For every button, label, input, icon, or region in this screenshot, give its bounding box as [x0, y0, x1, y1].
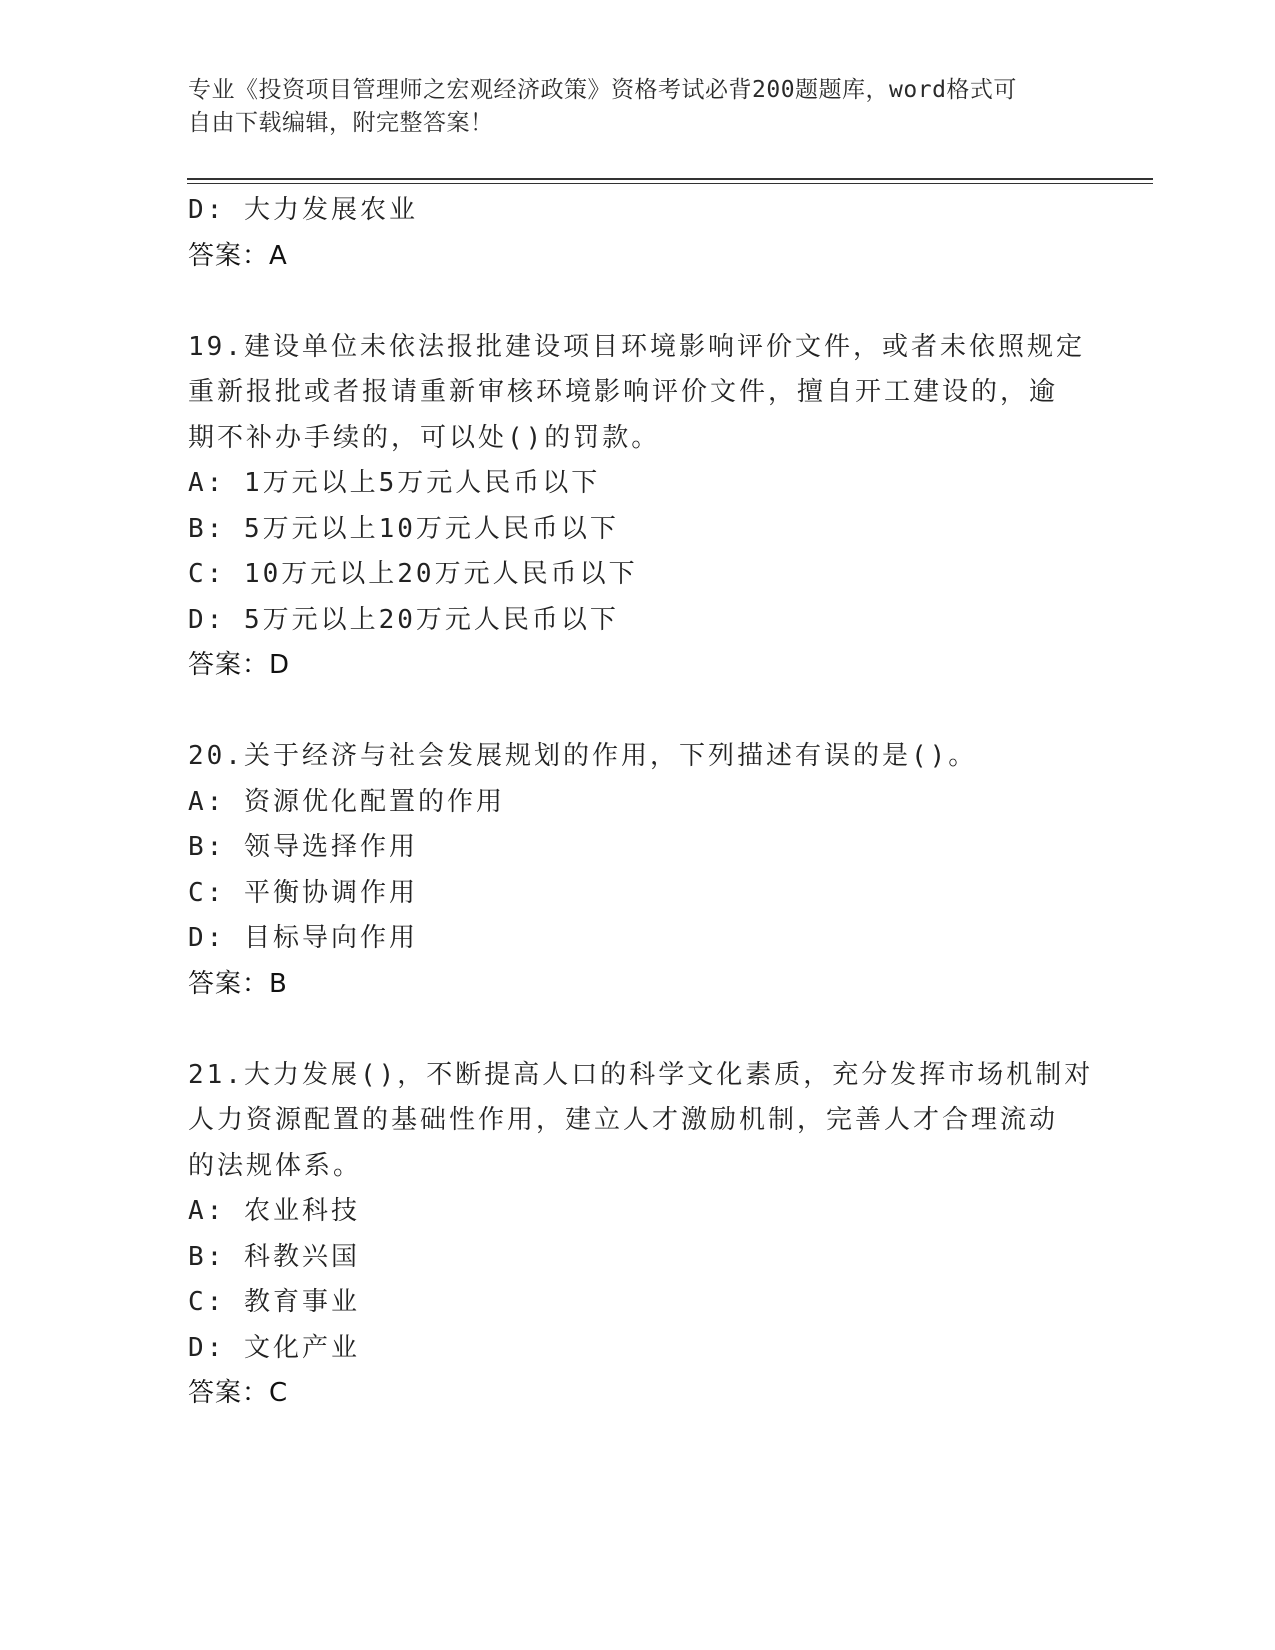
prev-option-d: D: 大力发展农业 — [188, 195, 418, 225]
option-b: B: 领导选择作用 — [188, 832, 418, 862]
option-d: D: 5万元以上20万元人民币以下 — [188, 604, 619, 635]
question-text-line: 20.关于经济与社会发展规划的作用，下列描述有误的是()。 — [188, 741, 978, 771]
option-d: D: 目标导向作用 — [188, 923, 418, 953]
header-divider — [187, 178, 1153, 180]
option-c: C: 平衡协调作用 — [188, 877, 418, 908]
question-19 — [188, 325, 1088, 689]
option-b: B: 科教兴国 — [188, 1241, 360, 1272]
option-b: B: 5万元以上10万元人民币以下 — [188, 513, 619, 544]
question-text-line: 人力资源配置的基础性作用，建立人才激励机制，完善人才合理流动 — [188, 1105, 1059, 1135]
question-text-line: 21.大力发展()，不断提高人口的科学文化素质，充分发挥市场机制对 — [188, 1059, 1094, 1090]
question-21 — [188, 1053, 1094, 1417]
option-c: C: 教育事业 — [188, 1287, 360, 1317]
document-body — [188, 188, 1094, 1417]
option-a: A: 农业科技 — [188, 1196, 360, 1226]
option-a: A: 1万元以上5万元人民币以下 — [188, 468, 601, 498]
answer: 答案：C — [188, 1378, 289, 1408]
option-d: D: 文化产业 — [188, 1332, 360, 1363]
prev-answer: 答案：A — [188, 240, 288, 271]
option-c: C: 10万元以上20万元人民币以下 — [188, 559, 638, 589]
spacer — [188, 1007, 1088, 1053]
header-divider-thin — [187, 183, 1153, 184]
question-text-line: 重新报批或者报请重新审核环境影响评价文件，擅自开工建设的，逾 — [188, 377, 1059, 407]
spacer — [188, 689, 1088, 735]
question-text-line: 的法规体系。 — [188, 1150, 363, 1181]
document-header — [188, 74, 1068, 140]
option-a: A: 资源优化配置的作用 — [188, 786, 505, 817]
spacer — [188, 279, 1088, 325]
header-line-2: 自由下载编辑，附完整答案！ — [188, 110, 494, 136]
question-text-line: 期不补办手续的，可以处()的罚款。 — [188, 422, 661, 453]
question-text-line: 19.建设单位未依法报批建设项目环境影响评价文件，或者未依照规定 — [188, 331, 1085, 362]
answer: 答案：B — [188, 968, 288, 999]
question-20 — [188, 734, 1088, 1007]
answer: 答案：D — [188, 650, 291, 680]
header-line-1: 专业《投资项目管理师之宏观经济政策》资格考试必背200题题库，word格式可 — [188, 77, 1017, 103]
